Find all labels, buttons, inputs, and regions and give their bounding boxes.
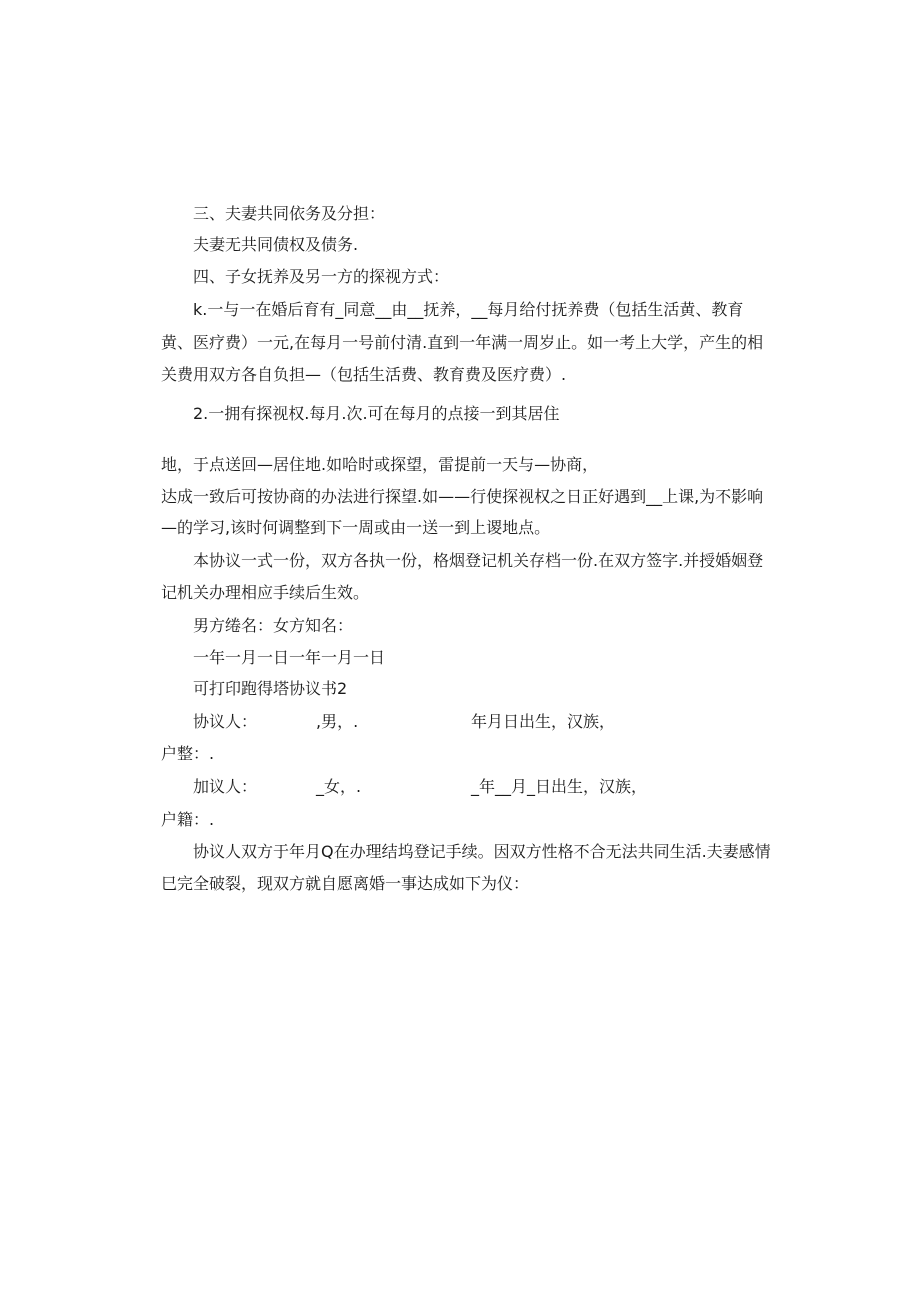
paragraph-line: 夫妻无共同债权及债务. <box>193 235 359 254</box>
paragraph-line: 2.一拥有探视权.每月.次.可在每月的点接一到其居住 <box>193 404 560 423</box>
paragraph-line: 黄、医疗费）一元,在每月一号前付清.直到一年满一周岁止。如一考上大学，产生的相 <box>161 333 764 352</box>
party-birth: _年__月_日出生，汉族， <box>471 777 648 796</box>
party-label: 加议人： <box>193 777 258 796</box>
party-label: 协议人： <box>193 712 258 731</box>
date-line: 一年一月一日一年一月一日 <box>193 648 386 667</box>
party-birth: 年月日出生，汉族， <box>471 712 616 731</box>
paragraph-line: k.一与一在婚后育有_同意__由__抚养，__每月给付抚养费（包括生活黄、教育 <box>193 300 744 319</box>
signature-line: 男方绻名：女方知名： <box>193 616 354 635</box>
section-3-heading: 三、夫妻共同依务及分担： <box>193 204 386 223</box>
document-title: 可打印跑得塔协议书2 <box>193 679 348 698</box>
paragraph-line: 地，于点送回—居住地.如哈时或探望，雷提前一天与—协商， <box>161 455 599 474</box>
paragraph-line: 关费用双方各自负担—（包括生活费、教育费及医疗费）. <box>161 365 567 384</box>
paragraph-line: 记机关办理相应手续后生效。 <box>161 583 370 602</box>
section-4-heading: 四、子女抚养及另一方的探视方式： <box>193 267 450 286</box>
party-household: 户整：. <box>161 744 215 763</box>
party-gender: _女，. <box>316 777 362 796</box>
paragraph-line: 巳完全破裂，现双方就自愿离婚一事达成如下为仪： <box>161 874 530 893</box>
paragraph-line: 协议人双方于年月Q在办理结坞登记手续。因双方性格不合无法共同生活.夫妻感情 <box>193 842 771 861</box>
paragraph-line: 本协议一式一份，双方各执一份，格烟登记机关存档一份.在双方签字.并授婚姻登 <box>193 551 764 570</box>
party-household: 户籍：. <box>161 810 215 829</box>
paragraph-line: 达成一致后可按协商的办法进行探望.如——行使探视权之日正好遇到__上课,为不影响 <box>161 487 764 506</box>
party-gender: ,男，. <box>316 712 359 731</box>
paragraph-line: —的学习,该时何调整到下一周或由一送一到上谡地点。 <box>161 518 551 537</box>
